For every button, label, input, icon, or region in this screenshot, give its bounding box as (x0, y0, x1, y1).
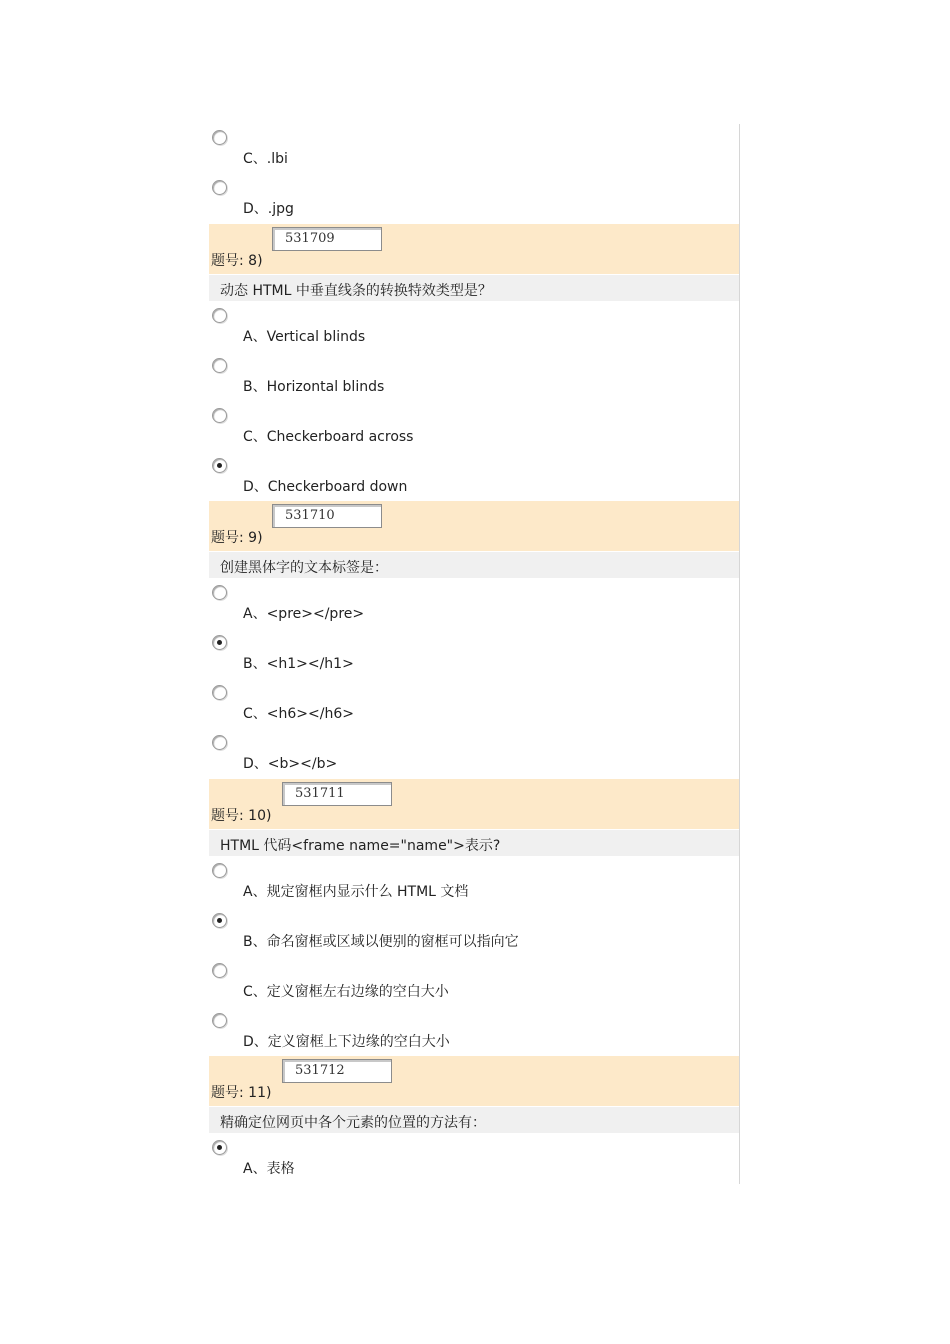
option-text: A、<pre></pre> (243, 606, 365, 622)
question-text: 动态 HTML 中垂直线条的转换特效类型是？ (220, 283, 492, 299)
question-header-11 (209, 1056, 739, 1106)
question-header-8 (209, 224, 739, 274)
option-q9-c[interactable] (209, 679, 739, 729)
option-q8-d[interactable] (209, 452, 739, 502)
option-q9-a[interactable] (209, 579, 739, 629)
radio-button[interactable] (212, 585, 227, 600)
question-number: 题号: 9) (211, 530, 263, 546)
option-text: D、<b></b> (243, 756, 338, 772)
radio-button[interactable] (212, 863, 227, 878)
radio-button[interactable] (212, 963, 227, 978)
question-header-9 (209, 501, 739, 551)
question-id-field: 531709 (272, 227, 382, 251)
question-id-field: 531711 (282, 782, 392, 806)
question-text: 创建黑体字的文本标签是： (220, 560, 388, 576)
option-text: A、表格 (243, 1161, 295, 1177)
radio-button[interactable] (212, 408, 227, 423)
option-text: B、<h1></h1> (243, 656, 354, 672)
option-q7-d[interactable] (209, 174, 739, 224)
radio-button[interactable] (212, 308, 227, 323)
option-text: C、.lbi (243, 151, 288, 167)
option-text: A、Vertical blinds (243, 329, 366, 345)
question-id-field: 531712 (282, 1059, 392, 1083)
question-text-9 (209, 552, 739, 578)
question-text-10 (209, 830, 739, 856)
option-q10-b[interactable] (209, 907, 739, 957)
option-text: C、Checkerboard across (243, 429, 414, 445)
option-q8-b[interactable] (209, 352, 739, 402)
option-q10-c[interactable] (209, 957, 739, 1007)
option-q8-c[interactable] (209, 402, 739, 452)
question-text-8 (209, 275, 739, 301)
radio-button-checked[interactable] (212, 458, 227, 473)
option-q10-a[interactable] (209, 857, 739, 907)
option-text: D、定义窗框上下边缘的空白大小 (243, 1034, 450, 1050)
quiz-panel (209, 124, 740, 1184)
radio-button[interactable] (212, 1013, 227, 1028)
option-q9-b[interactable] (209, 629, 739, 679)
option-text: D、.jpg (243, 201, 294, 217)
option-q7-c[interactable] (209, 124, 739, 174)
option-text: A、规定窗框内显示什么 HTML 文档 (243, 884, 469, 900)
option-q8-a[interactable] (209, 302, 739, 352)
radio-button-checked[interactable] (212, 1140, 227, 1155)
option-text: B、命名窗框或区域以便别的窗框可以指向它 (243, 934, 519, 950)
radio-button[interactable] (212, 358, 227, 373)
radio-button[interactable] (212, 685, 227, 700)
option-q10-d[interactable] (209, 1007, 739, 1057)
option-text: D、Checkerboard down (243, 479, 408, 495)
radio-button[interactable] (212, 180, 227, 195)
option-q9-d[interactable] (209, 729, 739, 779)
question-number: 题号: 11) (211, 1085, 272, 1101)
option-text: C、定义窗框左右边缘的空白大小 (243, 984, 449, 1000)
radio-button[interactable] (212, 735, 227, 750)
radio-button-checked[interactable] (212, 635, 227, 650)
option-text: B、Horizontal blinds (243, 379, 385, 395)
question-id-field: 531710 (272, 504, 382, 528)
question-text: HTML 代码<frame name="name">表示? (220, 838, 501, 854)
option-q11-a[interactable] (209, 1134, 739, 1184)
question-number: 题号: 8) (211, 253, 263, 269)
question-text-11 (209, 1107, 739, 1133)
radio-button[interactable] (212, 130, 227, 145)
question-text: 精确定位网页中各个元素的位置的方法有： (220, 1115, 486, 1131)
option-text: C、<h6></h6> (243, 706, 354, 722)
question-number: 题号: 10) (211, 808, 272, 824)
question-header-10 (209, 779, 739, 829)
radio-button-checked[interactable] (212, 913, 227, 928)
